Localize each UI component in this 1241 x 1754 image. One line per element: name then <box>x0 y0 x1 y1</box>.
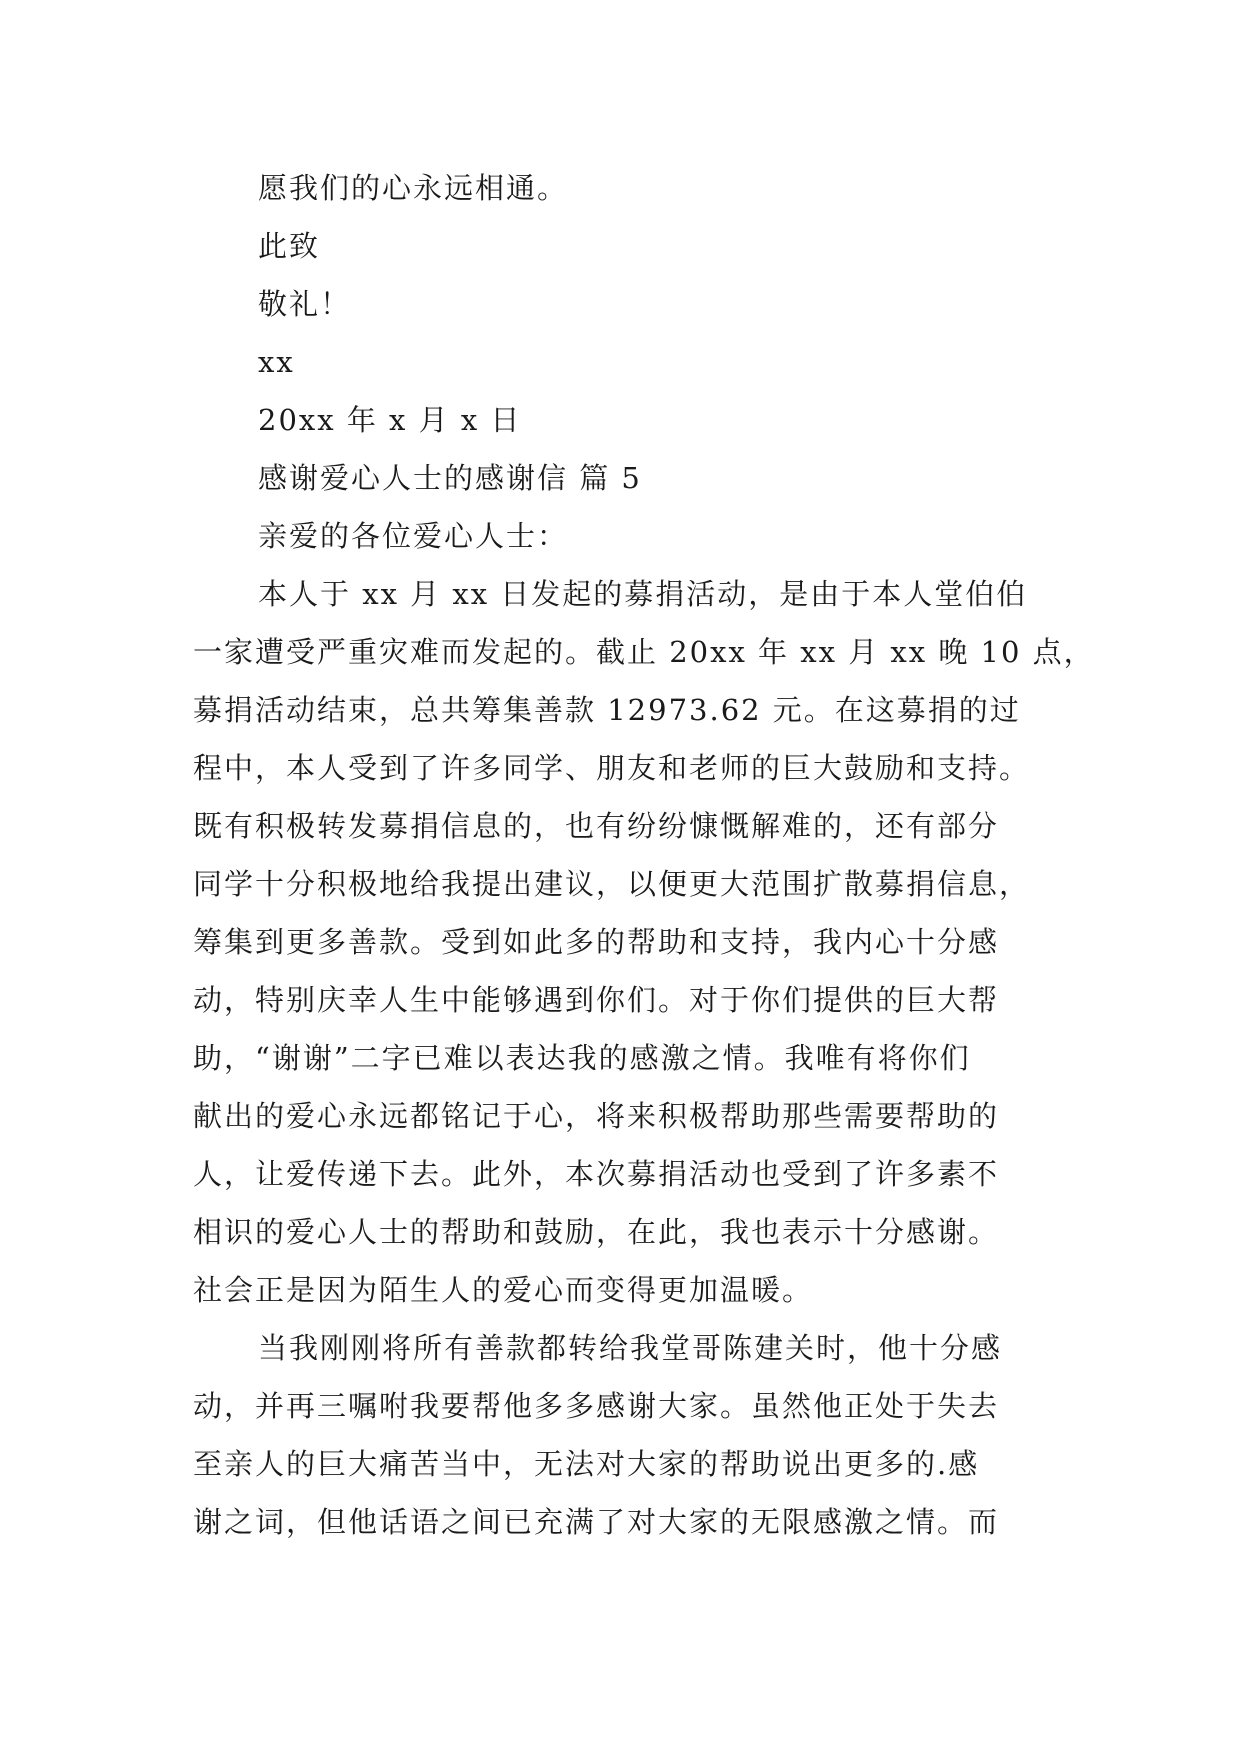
paragraph-line: 本人于 xx 月 xx 日发起的募捐活动，是由于本人堂伯伯 <box>258 577 1028 611</box>
paragraph-line: 同学十分积极地给我提出建议，以便更大范围扩散募捐信息， <box>193 867 1031 901</box>
paragraph-line: 社会正是因为陌生人的爱心而变得更加温暖。 <box>193 1273 814 1307</box>
paragraph-line: 筹集到更多善款。受到如此多的帮助和支持，我内心十分感 <box>193 925 1000 959</box>
paragraph-line: 动，并再三嘱咐我要帮他多多感谢大家。虽然他正处于失去 <box>193 1389 1000 1423</box>
paragraph-line: 献出的爱心永远都铭记于心，将来积极帮助那些需要帮助的 <box>193 1099 1000 1133</box>
paragraph-line: 当我刚刚将所有善款都转给我堂哥陈建关时，他十分感 <box>258 1331 1003 1365</box>
paragraph-line: 助，“谢谢”二字已难以表达我的感激之情。我唯有将你们 <box>193 1041 971 1075</box>
regards-line: 敬礼！ <box>258 287 352 321</box>
paragraph-line: 谢之词，但他话语之间已充满了对大家的无限感激之情。而 <box>193 1505 1000 1539</box>
paragraph-line: 相识的爱心人士的帮助和鼓励，在此，我也表示十分感谢。 <box>193 1215 1000 1249</box>
section-heading: 感谢爱心人士的感谢信 篇 5 <box>258 461 642 495</box>
paragraph-line: 一家遭受严重灾难而发起的。截止 20xx 年 xx 月 xx 晚 10 点， <box>193 635 1095 669</box>
closing-wish-line: 愿我们的心永远相通。 <box>258 171 569 205</box>
paragraph-line: 动，特别庆幸人生中能够遇到你们。对于你们提供的巨大帮 <box>193 983 1000 1017</box>
paragraph-line: 人，让爱传递下去。此外，本次募捐活动也受到了许多素不 <box>193 1157 1000 1191</box>
greeting-line: 亲爱的各位爱心人士： <box>258 519 569 553</box>
salutation-line: 此致 <box>258 229 321 263</box>
paragraph-line: 募捐活动结束，总共筹集善款 12973.62 元。在这募捐的过 <box>193 693 1021 727</box>
signature-line: xx <box>258 345 295 379</box>
date-line: 20xx 年 x 月 x 日 <box>258 403 522 437</box>
paragraph-line: 既有积极转发募捐信息的，也有纷纷慷慨解难的，还有部分 <box>193 809 1000 843</box>
paragraph-line: 程中，本人受到了许多同学、朋友和老师的巨大鼓励和支持。 <box>193 751 1031 785</box>
paragraph-line: 至亲人的巨大痛苦当中，无法对大家的帮助说出更多的.感 <box>193 1447 980 1481</box>
